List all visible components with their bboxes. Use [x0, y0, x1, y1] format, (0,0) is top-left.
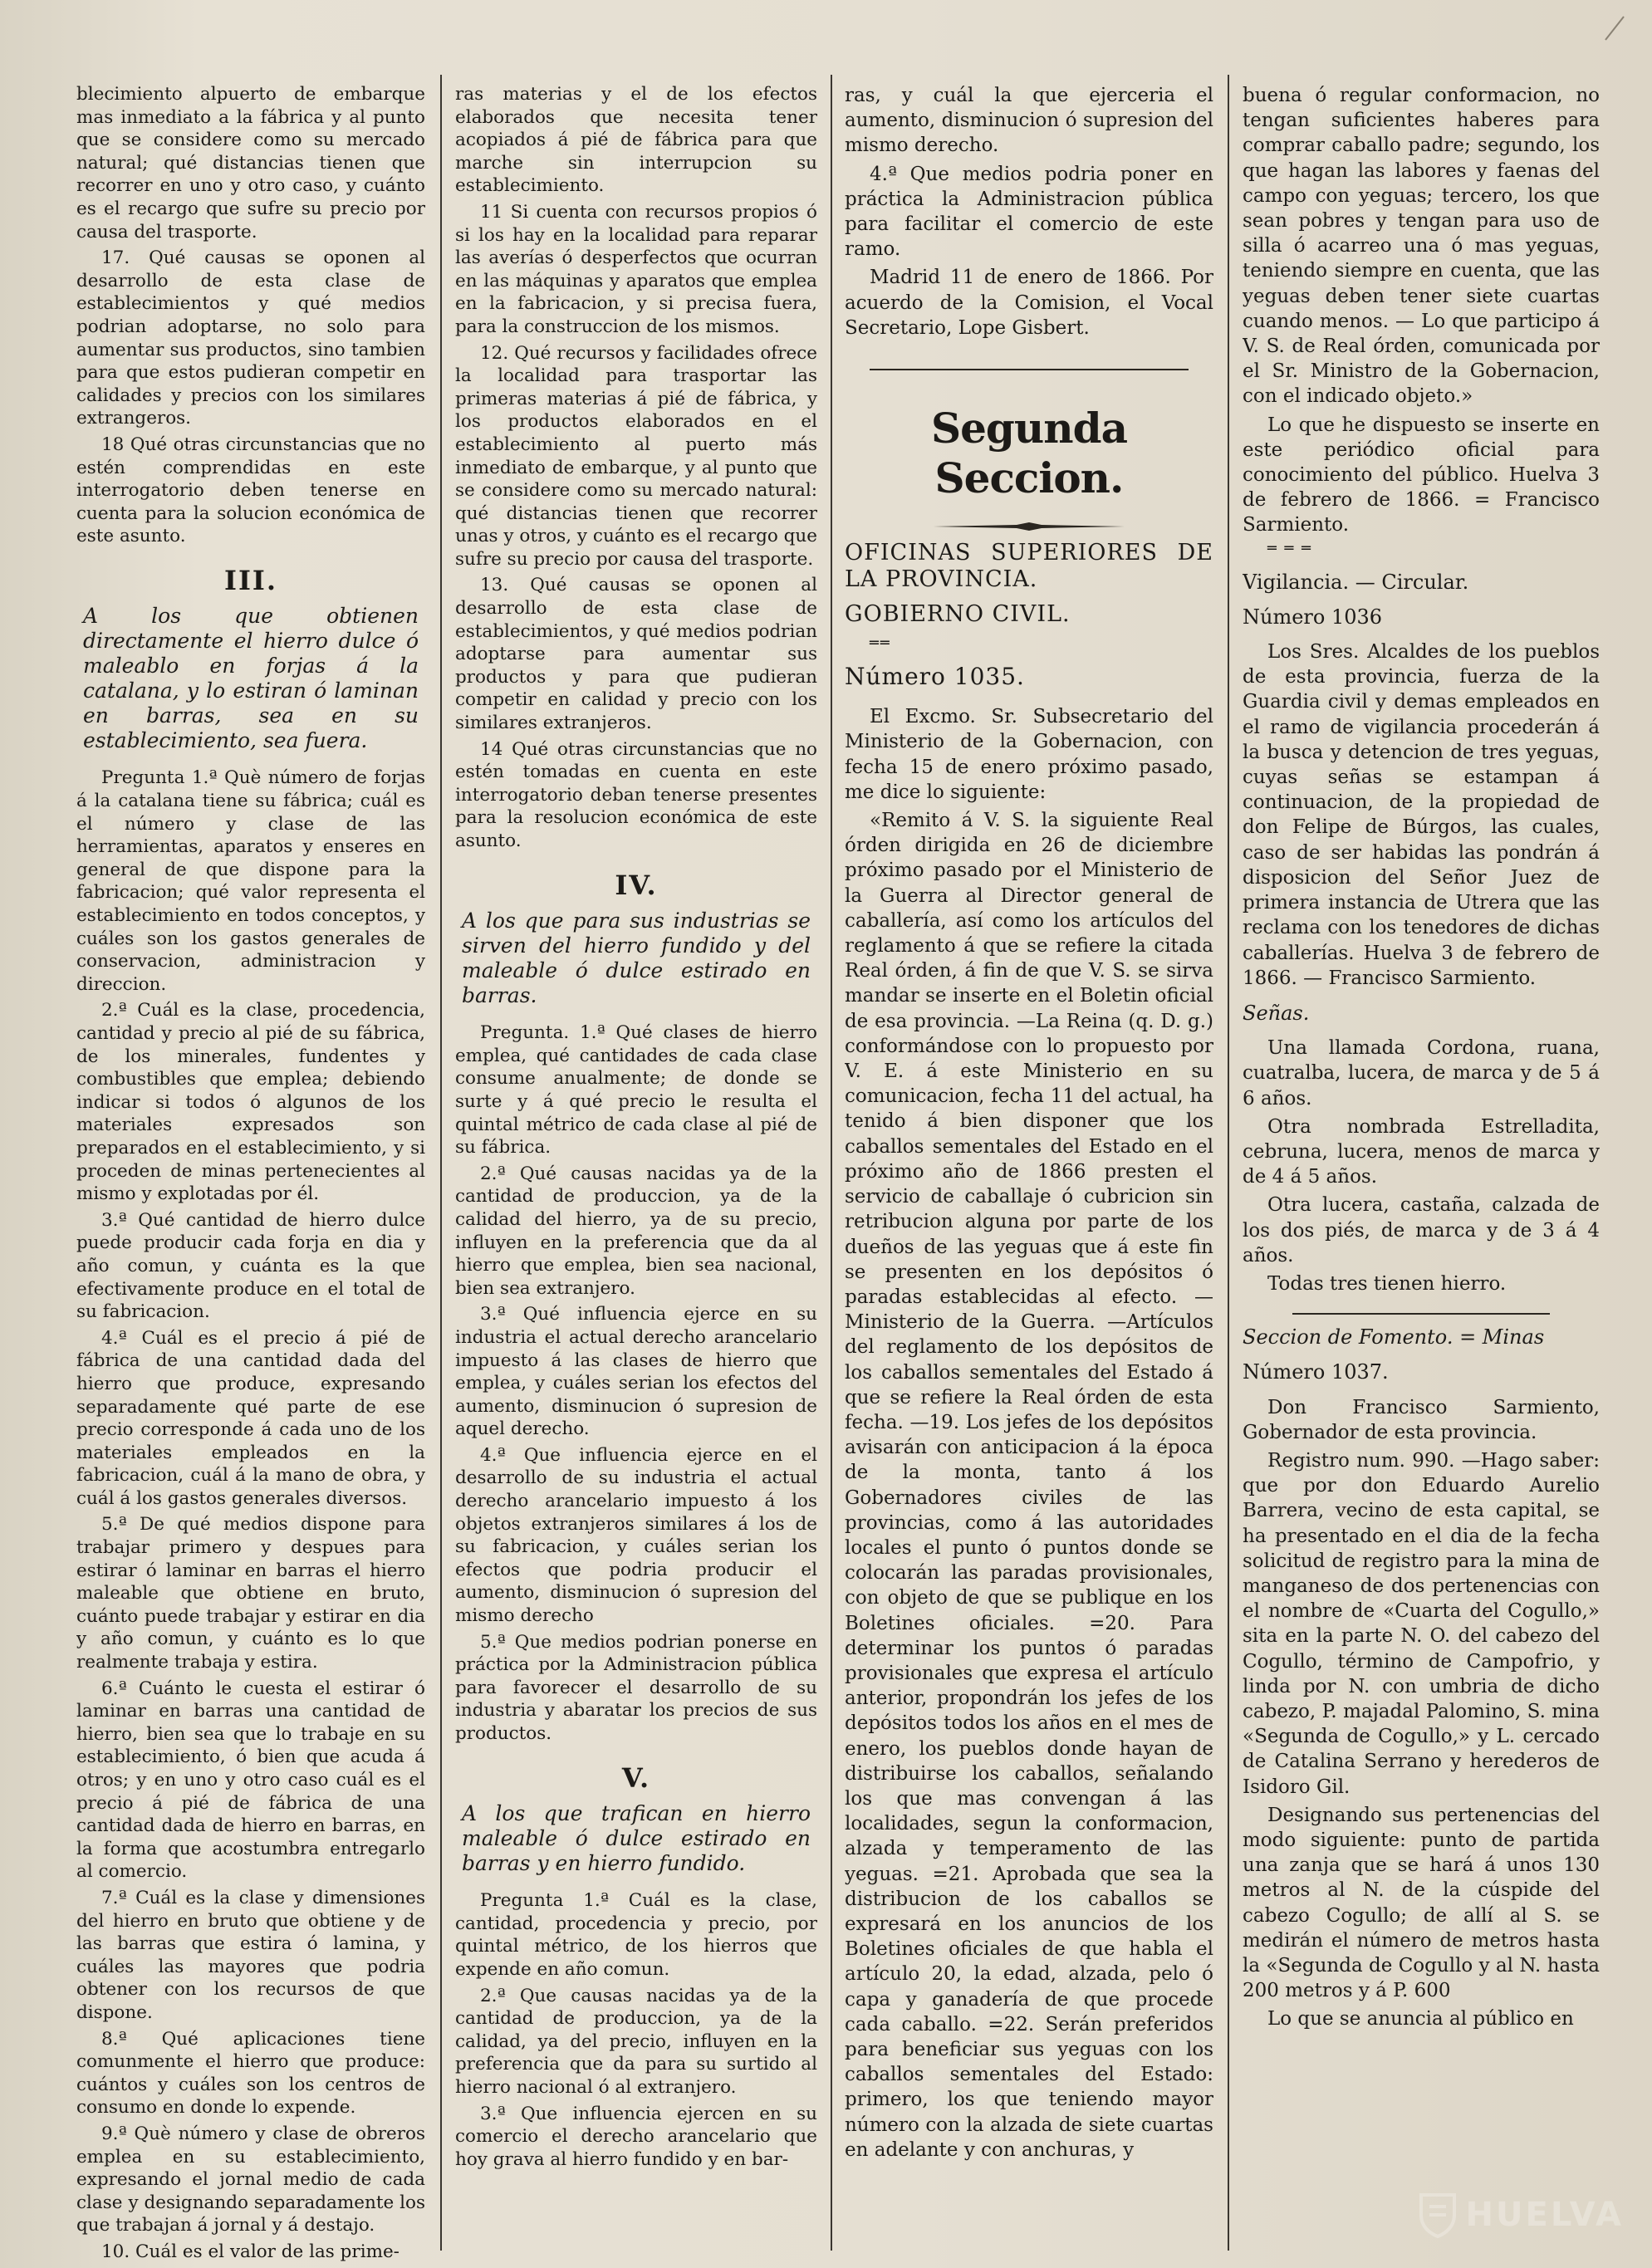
section-numeral: IV.: [615, 869, 658, 901]
double-rule: ═ ═ ═: [1267, 539, 1312, 557]
fomento-heading: Seccion de Fomento. = Minas: [1243, 1325, 1545, 1350]
paragraph: Lo que he dispuesto se inserte en este periódico oficial para conocimiento del público. Huelva 3 de febrero de 1866. = Francisco Sarmiento.: [1243, 414, 1600, 536]
question-paragraph: 3.ª Qué cantidad de hierro dulce puede producir cada forja en dia y año comun, y cuánta es la que efectivamente produce en el total de su fabricacion.: [76, 1209, 425, 1323]
paragraph: 11 Si cuenta con recursos propios ó si los hay en la localidad para reparar las averías ó desperfectos que ocurran en las máquinas y aparatos que emplea en la fabricacion, y si precisa fuera, para la construccion de los mismos.: [455, 201, 817, 337]
notice-number: Número 1036: [1243, 605, 1383, 629]
question-paragraph: 3.ª Qué influencia ejerce en su industria el actual derecho arancelario impuesto á las clases de hierro que emplea, y cuáles serian los efectos del aumento, disminucion ó supresion de aquel derecho.: [455, 1304, 817, 1440]
gov-heading: GOBIERNO CIVIL.: [845, 601, 1071, 628]
column-divider: [1228, 75, 1229, 2251]
senas-heading: Señas.: [1243, 1001, 1310, 1025]
paragraph: Los Sres. Alcaldes de los pueblos de esta provincia, fuerza de la Guardia civil y demas empleados en el ramo de vigilancia procederán á la busca y detencion de tres yeguas, cuyas señas se estampan á continuacion, de la propiedad de don Felipe de Búrgos, las cuales, caso de ser habidas las pondrán á disposicion del Señor Juez de primera instancia de Utrera que las reclama con los tenedores de dichas caballerías. Huelva 3 de febrero de 1866. — Francisco Sarmiento.: [1243, 641, 1600, 989]
description-item: Otra nombrada Estrelladita, cebruna, lucera, menos de marca y de 4 á 5 años.: [1243, 1115, 1600, 1188]
section-heading: A los que para sus industrias se sirven del hierro fundido y del maleable ó dulce estirado en barras.: [462, 909, 811, 1008]
column-1: [76, 83, 425, 2266]
paragraph: El Excmo. Sr. Subsecretario del Ministerio de la Gobernacion, con fecha 15 de enero próximo pasado, me dice lo siguiente:: [845, 706, 1213, 803]
paragraph: 18 Qué otras circunstancias que no estén comprendidas en este interrogatorio deben tenerse en cuenta para la solucion económica de este asunto.: [76, 434, 425, 547]
paragraph: 12. Qué recursos y facilidades ofrece la localidad para trasportar las primeras materias á pié de fábrica, y los productos elaborados en el establecimiento al puerto más inmediato de embarque, y al punto que se considere como su mercado natural: qué distancias tienen que recorrer unas y otros, y cuánto es el recargo que sufre su precio por causa del trasporte.: [455, 342, 817, 570]
question-paragraph: 4.ª Que influencia ejerce en el desarrollo de su industria el actual derecho arancelario impuesto á los objetos extranjeros similares á los de su fabricacion, y cuáles serian los efectos que podria producir el aumento, disminucion ó supresion del mismo derecho: [455, 1444, 817, 1627]
notice-number: Número 1037.: [1243, 1360, 1389, 1384]
paragraph: Registro num. 990. —Hago saber: que por don Eduardo Aurelio Barrera, vecino de esta capital, se ha presentado en el dia de la fecha solicitud de registro para la mina de manganeso de dos pertenencias con el nombre de «Cuarta del Cogullo,» sita en la parte N. O. del cabezo del Cogullo, término de Campofrio, y linda por N. con umbria de dicho cabezo, P. majadal Palomino, S. mina «Segunda de Cogullo,» y L. cercado de Catalina Serrano y herederos de Isidoro Gil.: [1243, 1449, 1600, 1798]
question-paragraph: Pregunta. 1.ª Qué clases de hierro emplea, qué cantidades de cada clase consume anualmente; de donde se surte y á qué precio le resulta el quintal métrico de cada clase al pié de su fábrica.: [455, 1022, 817, 1158]
section-title: Segunda Seccion.: [931, 404, 1127, 503]
corner-scribble-icon: [1599, 12, 1632, 45]
section-numeral: III.: [223, 564, 278, 596]
archive-watermark: [1418, 2192, 1624, 2238]
question-paragraph: 10. Cuál es el valor de las prime-: [101, 2241, 400, 2262]
column-4: [1243, 83, 1600, 2035]
shield-icon: [1418, 2192, 1458, 2238]
question-paragraph: 2.ª Cuál es la clase, procedencia, cantidad y precio al pié de su fábrica, de los minerales, fundentes y combustibles que emplea; debiendo indicar si todos ó algunos de los materiales expresados son preparados en el establecimiento, y si proceden de minas pertenecientes al mismo y explotadas por él.: [76, 1000, 425, 1205]
separator-rule: [870, 369, 1189, 370]
paragraph: Designando sus pertenencias del modo siguiente: punto de partida una zanja que se hará á unos 130 metros al N. de la cúspide del cabezo Cogullo; de allí al S. se medirán el número de metros hasta la «Segunda de Cogullo y al N. hasta 200 metros y á P. 600: [1243, 1804, 1600, 2002]
question-paragraph: 9.ª Què número y clase de obreros emplea en su establecimiento, expresando el jornal medio de cada clase y designando separadamente los que trabajan á jornal y á destajo.: [76, 2123, 425, 2236]
question-paragraph: 2.ª Qué causas nacidas ya de la cantidad de produccion, ya de la calidad del hierro, ya de su precio, influyen en la preferencia que da al hierro que emplea, bien sea nacional, bien sea extranjero.: [455, 1163, 817, 1299]
description-item: Una llamada Cordona, ruana, cuatralba, lucera, de marca y de 5 á 6 años.: [1243, 1037, 1600, 1110]
section-heading: A los que trafican en hierro maleable ó dulce estirado en barras y en hierro fundido.: [462, 1801, 811, 1876]
question-paragraph: 4.ª Cuál es el precio á pié de fábrica de una cantidad dada del hierro que produce, expresando separadamente qué parte de ese precio corresponde á cada uno de los materiales empleados en la fabricacion, cuál á la mano de obra, y cuál á los gastos generales diversos.: [76, 1327, 425, 1509]
question-paragraph: 8.ª Qué aplicaciones tiene comunmente el hierro que produce: cuántos y cuáles son los centros de consumo en donde lo expende.: [76, 2028, 425, 2119]
ornament-rule: [845, 513, 1213, 525]
section-heading: A los que obtienen directamente el hierro dulce ó maleablo en forjas á la catalana, y lo estiran ó laminan en barras, sea en su establecimiento, sea fuera.: [83, 604, 419, 753]
column-3: [845, 83, 1213, 2166]
question-paragraph: Pregunta 1.ª Cuál es la clase, cantidad, procedencia y precio, por quintal métrico, de los hierros que expende en año comun.: [455, 1890, 817, 1980]
paragraph: «Remito á V. S. la siguiente Real órden dirigida en 26 de diciembre próximo pasado por el Ministerio de la Guerra al Director general de caballería, así como los artículos del reglamento á que se refiere la citada Real órden, á fin de que V. S. se sirva mandar se inserte en el Boletin oficial de esa provincia. —La Reina (q. D. g.) conformándose con lo propuesto por V. E. á este Ministerio en su comunicacion, fecha 11 del actual, ha tenido á bien disponer que los caballos sementales del Estado en el próximo año de 1866 presten el servicio de caballaje ó cubricion sin retribucion alguna por parte de los dueños de las yeguas que á este fin se presenten en los depósitos ó paradas establecidas al efecto. —Ministerio de la Guerra. —Artículos del reglamento de los depósitos de los caballos sementales del Estado á que se refiere la Real órden de esta fecha. —19. Los jefes de los depósitos avisarán con anticipacion á la época de la monta, tanto á los Gobernadores civiles de las provincias, como á las autoridades locales el punto ó puntos donde se colocarán las paradas provisionales, con objeto de que se publique en los Boletines oficiales. =20. Para determinar los puntos ó paradas provisionales que expresa el artículo anterior, propondrán los jefes de los depósitos todos los años en el mes de enero, los pueblos donde hayan de distribuirse los caballos, señalando los que mas convengan á las localidades, segun la conformacion, alzada y temperamento de las yeguas. =21. Aprobada que sea la distribucion de los caballos se expresará en los anuncios de los Boletines oficiales de que habla el artículo 20, la edad, alzada, pelo ó capa y ganadería de que procede cada caballo. =22. Serán preferidos para beneficiar sus yeguas con los caballos sementales del Estado: primero, los que teniendo mayor número con la alzada de siete cuartas en adelante y con anchuras, y: [845, 810, 1213, 2161]
paragraph: 14 Qué otras circunstancias que no estén tomadas en cuenta en este interrogatorio deban tenerse presentes para la resolucion económica de este asunto.: [455, 738, 817, 851]
vigilance-heading: Vigilancia. — Circular.: [1243, 570, 1469, 594]
office-heading: OFICINAS SUPERIORES DE LA PROVINCIA.: [845, 540, 1213, 593]
column-divider: [831, 75, 832, 2251]
paragraph: 13. Qué causas se oponen al desarrollo de esta clase de establecimientos, y qué medios podrian adoptarse para aumentar sus productos y para que pudieran competir en calidad y precio con los similares extranjeros.: [455, 575, 817, 734]
question-paragraph: 2.ª Que causas nacidas ya de la cantidad de produccion, ya de la calidad, ya del precio, influyen en la preferencia que da para su surtido al hierro nacional ó al extranjero.: [455, 1985, 817, 2098]
signature-paragraph: Madrid 11 de enero de 1866. Por acuerdo de la Comision, el Vocal Secretario, Lope Gisbert.: [845, 267, 1213, 339]
column-divider: [440, 75, 442, 2251]
column-2: [455, 83, 817, 2174]
question-paragraph: 3.ª Que influencia ejercen en su comercio el derecho arancelario que hoy grava al hierro fundido y en bar-: [455, 2103, 817, 2170]
paragraph: ras materias y el de los efectos elaborados que necesita tener acopiados á pié de fábrica para que marche sin interrupcion su establecimiento.: [455, 84, 817, 197]
paragraph: buena ó regular conformacion, no tengan suficientes haberes para comprar caballo padre; segundo, los que hagan las labores y faenas del campo con yeguas; tercero, los que sean pobres y tengan para uso de silla ó acarreo una ó mas yeguas, teniendo siempre en cuenta, que las yeguas deben tener siete cuartas cuando menos. — Lo que participo á V. S. de Real órden, comunicada por el Sr. Ministro de la Gobernacion, con el indicado objeto.»: [1243, 85, 1600, 408]
separator-rule: [1292, 1313, 1550, 1315]
paragraph: blecimiento alpuerto de embarque mas inmediato a la fábrica y al punto que se considere como su mercado natural; qué distancias tienen que recorrer en uno y otro caso, y cuánto es el recargo que sufre su precio por causa del trasporte.: [76, 84, 425, 242]
question-paragraph: Pregunta 1.ª Què número de forjas á la catalana tiene su fábrica; cuál es el número y clase de las herramientas, aparatos y enseres en general de que dispone para la fabricacion; qué valor representa el establecimiento en todos conceptos, y cuáles son los gastos generales de conservacion, administracion y direccion.: [76, 767, 425, 995]
paragraph: 17. Qué causas se oponen al desarrollo de esta clase de establecimientos y qué medios podrian adoptarse, no solo para aumentar sus productos, sino tambien para que estos pudieran competir en calidades y precios con los similares extrangeros.: [76, 247, 425, 429]
question-paragraph: 7.ª Cuál es la clase y dimensiones del hierro en bruto que obtiene y de las barras que estira ó lamina, y cuáles las mayores que podria obtener con los recursos de que dispone.: [76, 1887, 425, 2023]
paragraph: Lo que se anuncia al público en: [1267, 2008, 1574, 2030]
question-paragraph: 6.ª Cuánto le cuesta el estirar ó laminar en barras una cantidad de hierro, bien sea que lo trabaje en su establecimiento, ó bien que acuda á otros; y en uno y otro caso cuál es el precio á pié de fábrica de una cantidad dada de hierro en barras, en la forma que acostumbra entregarlo al comercio.: [76, 1678, 425, 1883]
notice-number: Número 1035.: [845, 663, 1025, 691]
paragraph: ras, y cuál la que ejerceria el aumento, disminucion ó supresion del mismo derecho.: [845, 85, 1213, 157]
section-numeral: V.: [621, 1761, 651, 1794]
paragraph: Don Francisco Sarmiento, Gobernador de esta provincia.: [1243, 1396, 1600, 1443]
question-paragraph: 5.ª De qué medios dispone para trabajar primero y despues para estirar ó laminar en barras el hierro maleable que obtiene en bruto, cuánto puede trabajar y estirar en dia y año comun, y cuánto es lo que realmente trabaja y estira.: [76, 1514, 425, 1673]
paragraph: 4.ª Que medios podria poner en práctica la Administracion pública para facilitar el comercio de este ramo.: [845, 163, 1213, 261]
description-item: Otra lucera, castaña, calzada de los dos piés, de marca y de 3 á 4 años.: [1243, 1194, 1600, 1266]
question-paragraph: 5.ª Que medios podrian ponerse en práctica por la Administracion pública para favorecer el desarrollo de su industria y abaratar los precios de sus productos.: [455, 1631, 817, 1744]
watermark-label: HUELVA: [1465, 2196, 1624, 2234]
description-item: Todas tres tienen hierro.: [1267, 1272, 1507, 1295]
double-rule: ══: [870, 634, 891, 653]
